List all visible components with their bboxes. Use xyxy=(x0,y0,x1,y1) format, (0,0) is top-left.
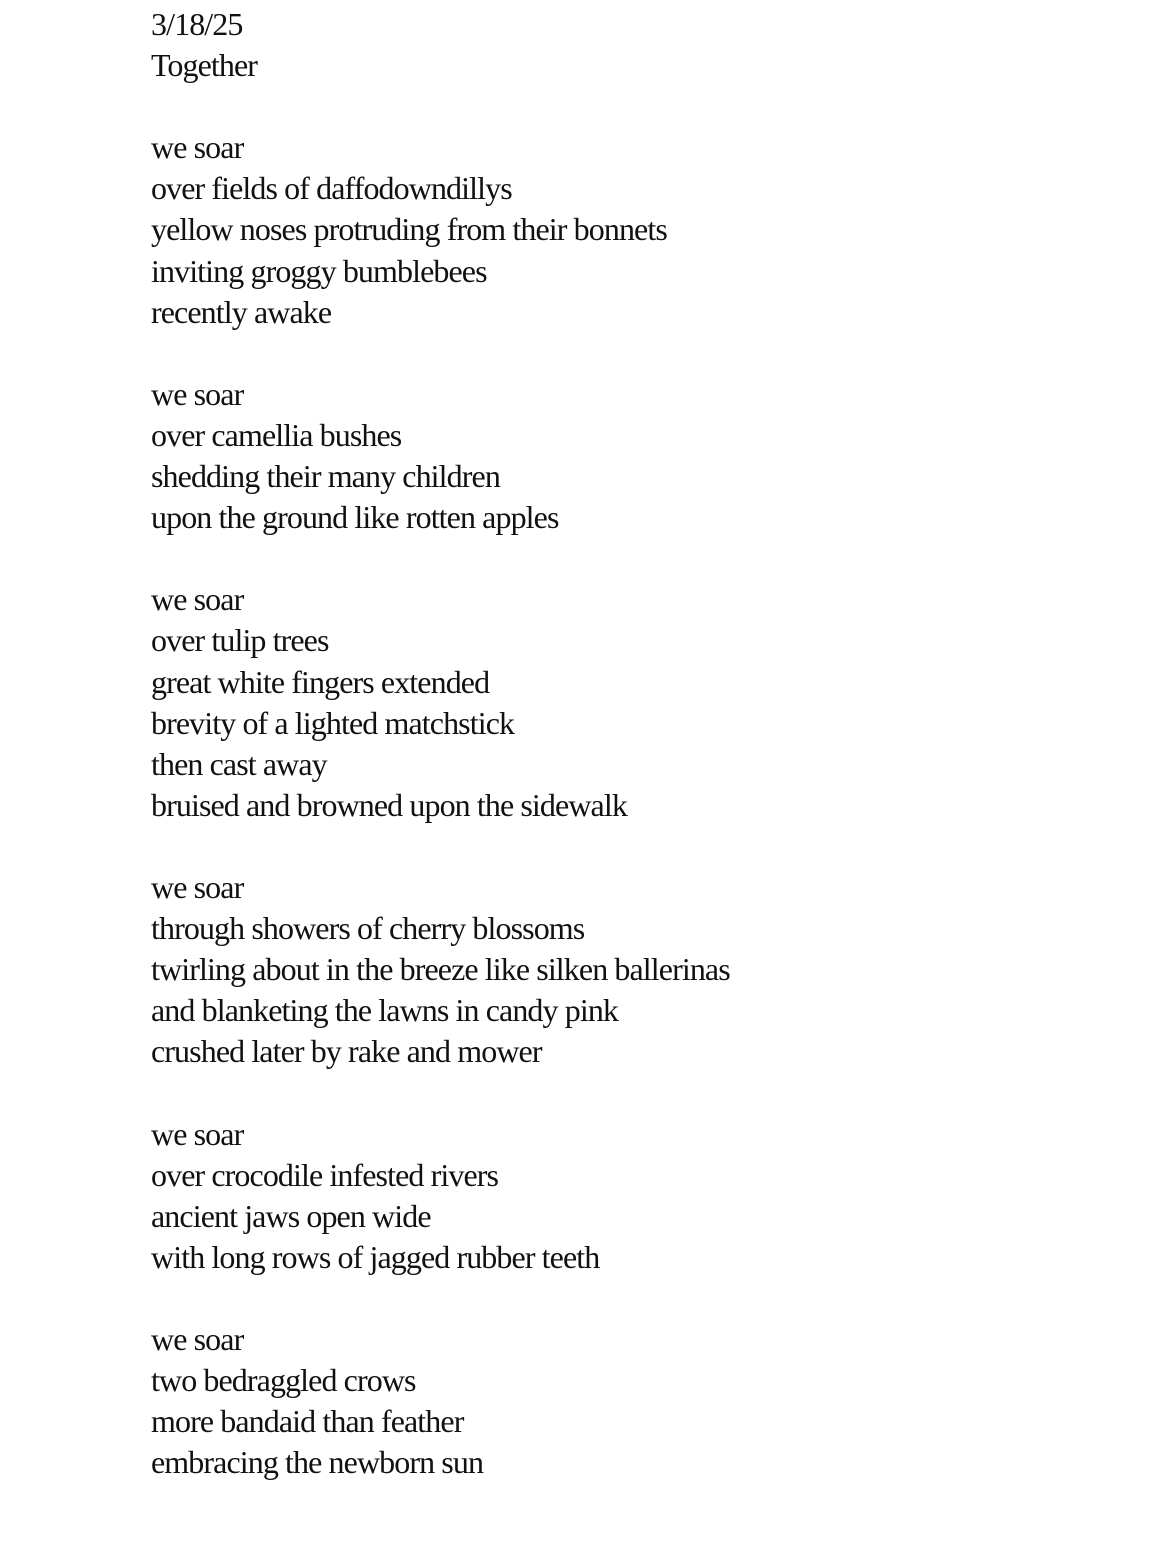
poem-line: then cast away xyxy=(151,745,327,782)
stanza-2 xyxy=(151,374,1131,538)
poem-page xyxy=(151,4,1131,1483)
poem-line: we soar xyxy=(151,1321,244,1357)
poem-line: we soar xyxy=(151,868,244,905)
stanza-6 xyxy=(151,1319,1131,1483)
poem-line: over camellia bushes xyxy=(151,416,402,453)
poem-line: twirling about in the breeze like silken ballerinas xyxy=(151,951,730,988)
poem-line: brevity of a lighted matchstick xyxy=(151,704,515,741)
poem-title: Together xyxy=(151,47,258,84)
poem-line: great white fingers extended xyxy=(151,663,490,700)
poem-line: we soar xyxy=(151,581,244,618)
poem-line: embracing the newborn sun xyxy=(151,1444,484,1481)
poem-line: over fields of daffodowndillys xyxy=(151,170,512,207)
poem-line: yellow noses protruding from their bonnets xyxy=(151,211,667,248)
poem-line: with long rows of jagged rubber teeth xyxy=(151,1238,600,1275)
poem-line: recently awake xyxy=(151,293,332,330)
poem-line: inviting groggy bumblebees xyxy=(151,252,487,289)
poem-line: over crocodile infested rivers xyxy=(151,1156,499,1193)
poem-line: through showers of cherry blossoms xyxy=(151,910,585,947)
stanza-3 xyxy=(151,579,1131,826)
poem-line: upon the ground like rotten apples xyxy=(151,499,559,536)
stanza-1 xyxy=(151,127,1131,332)
poem-line: we soar xyxy=(151,129,244,166)
poem-line: ancient jaws open wide xyxy=(151,1197,431,1234)
poem-date: 3/18/25 xyxy=(151,6,243,42)
poem-line: and blanketing the lawns in candy pink xyxy=(151,992,619,1029)
poem-line: bruised and browned upon the sidewalk xyxy=(151,786,627,823)
poem-line: shedding their many children xyxy=(151,458,500,495)
poem-line: crushed later by rake and mower xyxy=(151,1033,542,1070)
stanza-4 xyxy=(151,867,1131,1072)
poem-line: we soar xyxy=(151,375,244,412)
poem-line: over tulip trees xyxy=(151,622,329,659)
stanza-5 xyxy=(151,1114,1131,1278)
poem-line: two bedraggled crows xyxy=(151,1362,416,1399)
poem-line: we soar xyxy=(151,1115,244,1152)
poem-line: more bandaid than feather xyxy=(151,1403,464,1440)
